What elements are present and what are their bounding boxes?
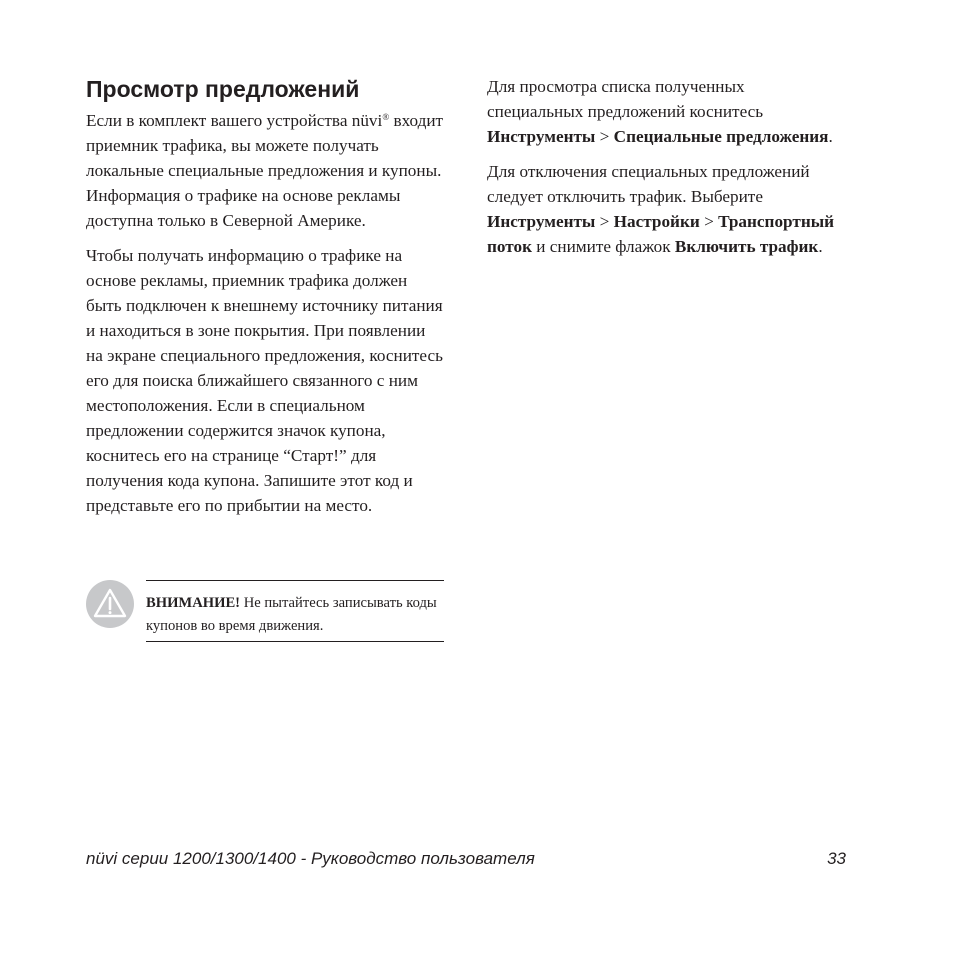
view-offers-paragraph: [487, 74, 837, 149]
path-separator: >: [595, 127, 614, 146]
menu-tools-2: Инструменты: [487, 212, 596, 231]
intro-text-b: входит приемник трафика, вы можете получать локальные специальные предложения и купоны. Информация о трафике на основе рекламы доступна только в Северной Америке.: [86, 111, 444, 230]
intro-paragraph: [86, 108, 446, 233]
registered-mark: ®: [382, 112, 390, 122]
menu-tools: Инструменты: [487, 127, 596, 146]
sentence-end-2: .: [818, 237, 823, 256]
view-offers-text: Для просмотра списка полученных специальных предложений коснитесь: [487, 77, 764, 121]
details-paragraph: Чтобы получать информацию о трафике на основе рекламы, приемник трафика должен быть подключен к внешнему источнику питания и находиться в зоне покрытия. При появлении на экране специального предложения, коснитесь его для поиска ближайшего связанного с ним местоположения. Если в специальном предложении содержится значок купона, коснитесь его на странице “Старт!” для получения кода купона. Запишите этот код и представьте его по прибытии на место.: [86, 246, 443, 515]
path-separator-2: >: [699, 212, 719, 231]
menu-settings: Настройки: [613, 212, 700, 231]
uncheck-text: и снимите флажок: [531, 237, 675, 256]
disable-offers-text: Для отключения специальных предложений следует отключить трафик. Выберите: [487, 162, 810, 206]
menu-special-offers: Специальные предложения: [613, 127, 829, 146]
warning-triangle-icon: [86, 580, 134, 628]
left-column: [86, 76, 446, 528]
option-enable-traffic: Включить трафик: [674, 237, 819, 256]
warning-box: [146, 580, 444, 642]
warning-label: ВНИМАНИЕ!: [146, 595, 241, 611]
disable-offers-paragraph: [487, 159, 837, 259]
right-column: [487, 74, 837, 269]
footer-title: nüvi серии 1200/1300/1400 - Руководство пользователя: [86, 849, 535, 868]
sentence-end: .: [828, 127, 833, 146]
warning-text: [146, 592, 444, 638]
menu-traffic: Транспортный поток: [487, 212, 835, 256]
section-heading: Просмотр предложений: [86, 76, 360, 102]
intro-text-a: Если в комплект вашего устройства nüvi: [86, 111, 383, 130]
warning-note: [86, 580, 444, 642]
page-number: 33: [827, 849, 846, 868]
warning-body: Не пытайтесь записывать коды купонов во время движения.: [146, 595, 437, 634]
path-separator-1: >: [595, 212, 614, 231]
